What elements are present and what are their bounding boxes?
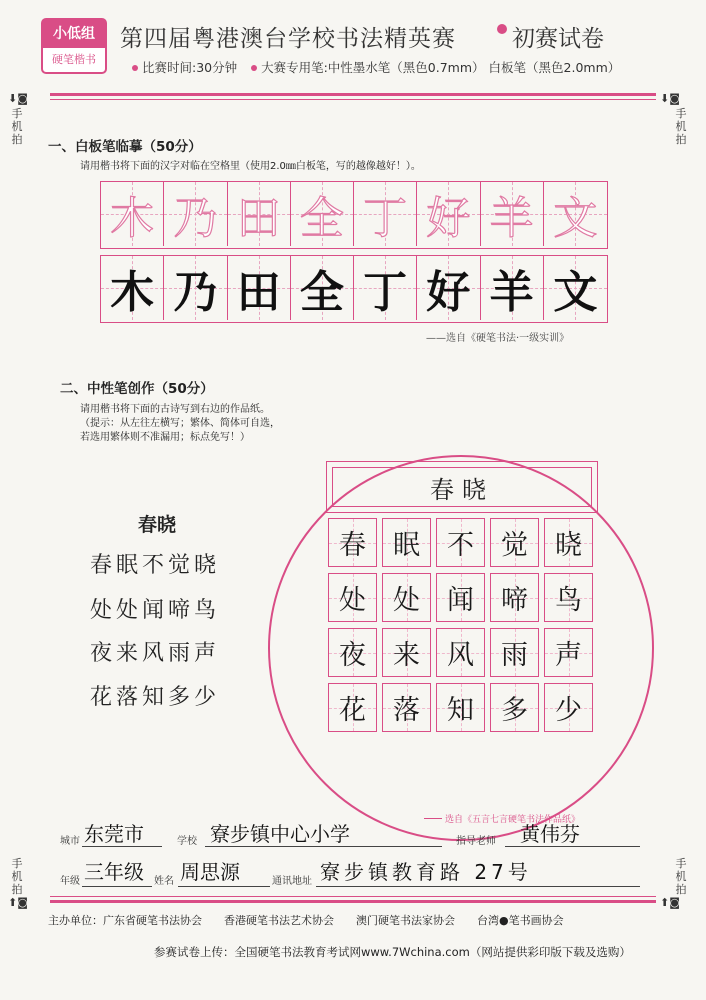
address-underline <box>316 886 640 887</box>
side-label-left-bottom: 手 机 拍 <box>11 857 23 896</box>
section2-instruction: 若选用繁体则不准漏用；标点免写！） <box>80 432 250 443</box>
model-cell: 丁 <box>354 182 417 246</box>
copy-cell: 羊 <box>481 256 544 320</box>
poem-line: 夜来风雨声 <box>90 641 221 666</box>
artwork-cell: 鸟 <box>544 573 593 622</box>
grade-label: 年级 <box>60 876 80 887</box>
artwork-cell: 晓 <box>544 518 593 567</box>
name-label: 姓名 <box>154 876 174 887</box>
artwork-cell: 处 <box>382 573 431 622</box>
artwork-cell: 夜 <box>328 628 377 677</box>
section1-instruction: 请用楷书将下面的汉字对临在空格里（使用2.0㎜白板笔，写的越像越好！）。 <box>80 161 421 172</box>
model-character-grid <box>100 181 608 249</box>
poem-source-dash <box>424 818 442 819</box>
artwork-cell: 多 <box>490 683 539 732</box>
teacher-underline <box>505 846 640 847</box>
copy-cell: 木 <box>101 256 164 320</box>
artwork-cell: 知 <box>436 683 485 732</box>
artwork-cell: 落 <box>382 683 431 732</box>
name-underline <box>178 886 270 887</box>
artwork-cell: 处 <box>328 573 377 622</box>
poem-line: 处处闻啼鸟 <box>90 598 221 623</box>
artwork-row <box>328 573 598 622</box>
school-value: 寮步镇中心小学 <box>210 822 350 846</box>
artwork-row <box>328 683 598 732</box>
address-value: 寮步镇教育路 27号 <box>320 860 532 884</box>
side-label-right-top: 手 机 拍 <box>675 107 687 146</box>
bullet-icon <box>251 65 257 71</box>
exam-round: 初赛试卷 <box>512 26 604 52</box>
phone-camera-icon: ⬇◙ <box>660 92 680 105</box>
copy-cell: 丁 <box>354 256 417 320</box>
artwork-cell: 啼 <box>490 573 539 622</box>
teacher-value: 黄伟芬 <box>520 822 580 846</box>
artwork-cell: 春 <box>328 518 377 567</box>
poem-line: 春眠不觉晓 <box>90 553 221 578</box>
group-badge <box>41 18 107 74</box>
copy-cell: 乃 <box>164 256 227 320</box>
artwork-cell: 觉 <box>490 518 539 567</box>
copy-cell: 全 <box>291 256 354 320</box>
exam-meta <box>132 58 620 76</box>
title-separator-dot <box>497 24 507 34</box>
section2-instruction: （提示：从左往左横写；繁体、简体可自选， <box>80 418 280 429</box>
artwork-row <box>328 628 598 677</box>
poem-line: 花落知多少 <box>90 685 221 710</box>
badge-group: 小低组 <box>43 20 105 48</box>
artwork-cell: 闻 <box>436 573 485 622</box>
artwork-title: 春晓 <box>430 475 494 504</box>
model-cell: 乃 <box>164 182 227 246</box>
artwork-cell: 花 <box>328 683 377 732</box>
upload-notice: 参赛试卷上传：全国硬笔书法教育考试网www.7Wchina.com（网站提供彩印版下载及选购） <box>154 945 631 959</box>
model-cell: 木 <box>101 182 164 246</box>
competition-title: 第四届粤港澳台学校书法精英赛 <box>120 26 456 52</box>
header-rule <box>50 93 656 96</box>
artwork-cell: 雨 <box>490 628 539 677</box>
side-label-right-bottom: 手 机 拍 <box>675 857 687 896</box>
artwork-row <box>328 518 598 567</box>
city-value: 东莞市 <box>84 822 144 846</box>
model-cell: 好 <box>417 182 480 246</box>
name-value: 周思源 <box>180 860 240 884</box>
section1-title: 一、白板笔临摹（50分） <box>48 139 202 155</box>
badge-style: 硬笔楷书 <box>52 53 96 66</box>
pen-info: 大赛专用笔:中性墨水笔（黑色0.7mm） 白板笔（黑色2.0mm） <box>261 60 621 75</box>
copy-cell: 田 <box>228 256 291 320</box>
city-label: 城市 <box>60 836 80 847</box>
address-label: 通讯地址 <box>272 876 312 887</box>
phone-camera-icon: ⬆◙ <box>8 896 28 909</box>
model-cell: 田 <box>228 182 291 246</box>
phone-camera-icon: ⬆◙ <box>660 896 680 909</box>
section2-title: 二、中性笔创作（50分） <box>60 381 214 397</box>
section1-source: ——选自《硬笔书法·一级实训》 <box>426 333 570 344</box>
artwork-cell: 来 <box>382 628 431 677</box>
grade-value: 三年级 <box>84 860 144 884</box>
city-underline <box>82 846 162 847</box>
poem-source: 选自《五言七言硬笔书法作品纸》 <box>445 815 581 825</box>
model-cell: 文 <box>544 182 607 246</box>
phone-camera-icon: ⬇◙ <box>8 92 28 105</box>
organizers: 主办单位：广东省硬笔书法协会 香港硬笔书法艺术协会 澳门硬笔书法家协会 台湾●笔书画协会 <box>48 914 564 927</box>
artwork-cell: 不 <box>436 518 485 567</box>
artwork-cell: 风 <box>436 628 485 677</box>
time-info: 比赛时间:30分钟 <box>142 60 238 75</box>
footer-rule-thin <box>50 896 656 897</box>
model-cell: 羊 <box>481 182 544 246</box>
teacher-label: 指导老师 <box>456 836 496 847</box>
artwork-grid <box>328 518 598 738</box>
artwork-cell: 声 <box>544 628 593 677</box>
poem-title: 春晓 <box>138 514 177 536</box>
copy-cell: 好 <box>417 256 480 320</box>
artwork-cell: 眠 <box>382 518 431 567</box>
artwork-cell: 少 <box>544 683 593 732</box>
model-cell: 全 <box>291 182 354 246</box>
copy-cell: 文 <box>544 256 607 320</box>
header-rule-thin <box>50 99 656 100</box>
artwork-title-box <box>326 461 598 513</box>
school-underline <box>205 846 442 847</box>
grade-underline <box>82 886 152 887</box>
copy-character-grid <box>100 255 608 323</box>
section2-instruction: 请用楷书将下面的古诗写到右边的作品纸。 <box>80 404 270 415</box>
side-label-left-top: 手 机 拍 <box>11 107 23 146</box>
footer-rule <box>50 900 656 903</box>
school-label: 学校 <box>177 836 197 847</box>
bullet-icon <box>132 65 138 71</box>
